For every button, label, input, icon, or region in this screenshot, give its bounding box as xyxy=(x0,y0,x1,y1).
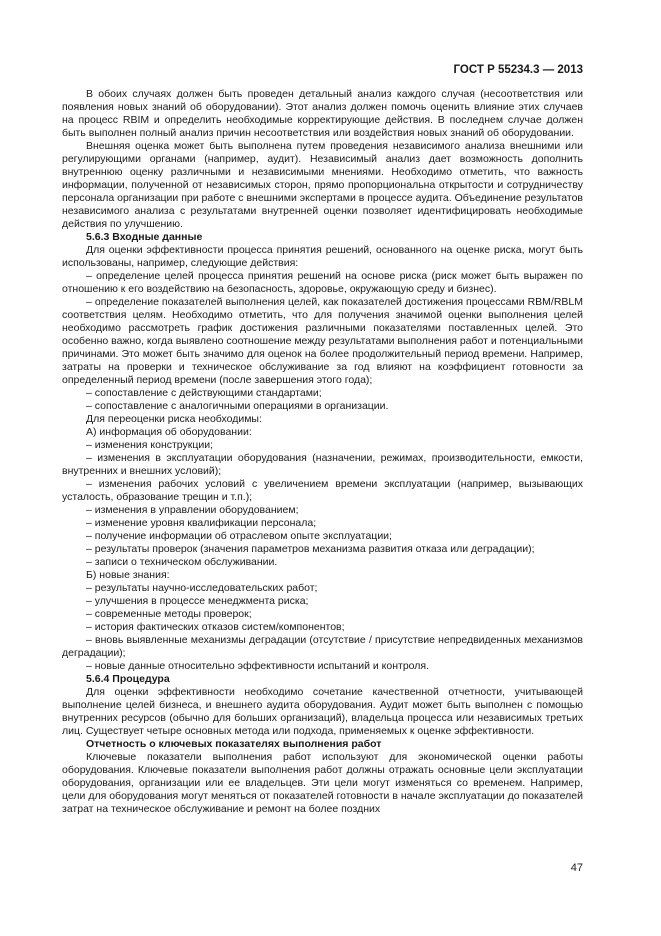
section-heading: Отчетность о ключевых показателях выполнения работ xyxy=(86,738,382,750)
list-item: – сопоставление с аналогичными операциями в организации. xyxy=(86,400,389,412)
list-item: – изменение уровня квалификации персонала; xyxy=(86,517,317,529)
standard-header: ГОСТ Р 55234.3 — 2013 xyxy=(453,64,583,76)
paragraph: Б) новые знания: xyxy=(86,569,170,581)
list-item: – определение целей процесса принятия решений на основе риска (риск может быть выражен по отношению к его воздействию на безопасность, здоровье, окружающую среду и бизнес). xyxy=(62,270,583,295)
list-item: – результаты научно-исследовательских работ; xyxy=(86,582,318,594)
list-item: – улучшения в процессе менеджмента риска; xyxy=(86,595,309,607)
paragraph: А) информация об оборудовании: xyxy=(86,426,252,438)
list-item: – изменения конструкции; xyxy=(86,439,214,451)
list-item: – современные методы проверок; xyxy=(86,608,252,620)
list-item: – получение информации об отраслевом опыте эксплуатации; xyxy=(86,530,392,542)
list-item: – изменения в эксплуатации оборудования (назначении, режимах, производительности, емкости, внутренних и внешних условий); xyxy=(62,452,583,477)
paragraph: Ключевые показатели выполнения работ используют для экономической оценки работы оборудования. Ключевые показатели выполнения работ должны отражать основные цели эксплуатации оборудования, организации или ее владельцев. Эти цели могут изменяться со временем. Например, цели для оборудования могут меняться от показателей готовности в начале эксплуатации до показателей затрат на техническое обслуживание и ремонт на более поздних xyxy=(62,751,583,815)
list-item: – записи о техническом обслуживании. xyxy=(86,556,278,568)
list-item: – результаты проверок (значения параметров механизма развития отказа или деградации); xyxy=(86,543,535,555)
list-item: – изменения рабочих условий с увеличением времени эксплуатации (например, вызывающих усталость, образование трещин и т.п.); xyxy=(62,478,583,503)
list-item: – определение показателей выполнения целей, как показателей достижения процессами RBM/RBLM соответствия целям. Необходимо отметить, что для получения значимой оценки выполнения целей необходимо рассмотреть график достижения различными показателями поставленных целей. Это особенно важно, когда выявлено соотношение между результатами выполнения работ и потенциальными причинами. Это может быть значимо для оценок на более продолжительный период времени. Например, затраты на проверки и техническое обслуживание за год влияют на коэффициент готовности за определенный период времени (после завершения этого года); xyxy=(62,296,584,386)
paragraph: В обоих случаях должен быть проведен детальный анализ каждого случая (несоответствия или появления новых знаний об оборудовании). Этот анализ должен помочь оценить влияние этих случаев на процесс RBIM и определить необходимые корректирующие действия. В последнем случае должен быть выполнен полный анализ причин несоответствия или воздействия новых знаний об оборудовании. xyxy=(62,88,583,139)
list-item: – изменения в управлении оборудованием; xyxy=(86,504,299,516)
list-item: – новые данные относительно эффективности испытаний и контроля. xyxy=(86,660,430,672)
paragraph: Внешняя оценка может быть выполнена путем проведения независимого анализа внешними или регулирующими органами (например, аудит). Независимый анализ дает возможность дополнить внутреннюю оценку различными и независимыми мнениями. Необходимо отметить, что важность информации, полученной от независимых сторон, прямо пропорциональна открытости и сотрудничеству персонала организации при работе с внешними экспертами в процессе аудита. Объединение результатов независимого анализа с результатами внутренней оценки позволяет идентифицировать необходимые действия по улучшению. xyxy=(62,140,583,230)
section-heading: 5.6.3 Входные данные xyxy=(86,231,203,243)
paragraph: Для оценки эффективности необходимо сочетание качественной отчетности, учитывающей выполнение целей бизнеса, и внешнего аудита оборудования. Аудит может быть выполнен с помощью внутренних ресурсов (обычно для больших организаций), владельца процесса или независимых третьих лиц. Существует четыре основных метода или подхода, применяемых к оценке эффективности. xyxy=(62,686,583,737)
paragraph: Для оценки эффективности процесса принятия решений, основанного на оценке риска, могут быть использованы, например, следующие действия: xyxy=(62,244,583,269)
list-item: – сопоставление с действующими стандартами; xyxy=(86,387,322,399)
paragraph: Для переоценки риска необходимы: xyxy=(86,413,262,425)
page-number: 47 xyxy=(570,862,583,874)
document-body xyxy=(62,88,583,816)
section-heading: 5.6.4 Процедура xyxy=(86,673,170,685)
list-item: – история фактических отказов систем/компонентов; xyxy=(86,621,345,633)
list-item: – вновь выявленные механизмы деградации (отсутствие / присутствие непредвиденных механизмов деградации); xyxy=(62,634,583,659)
